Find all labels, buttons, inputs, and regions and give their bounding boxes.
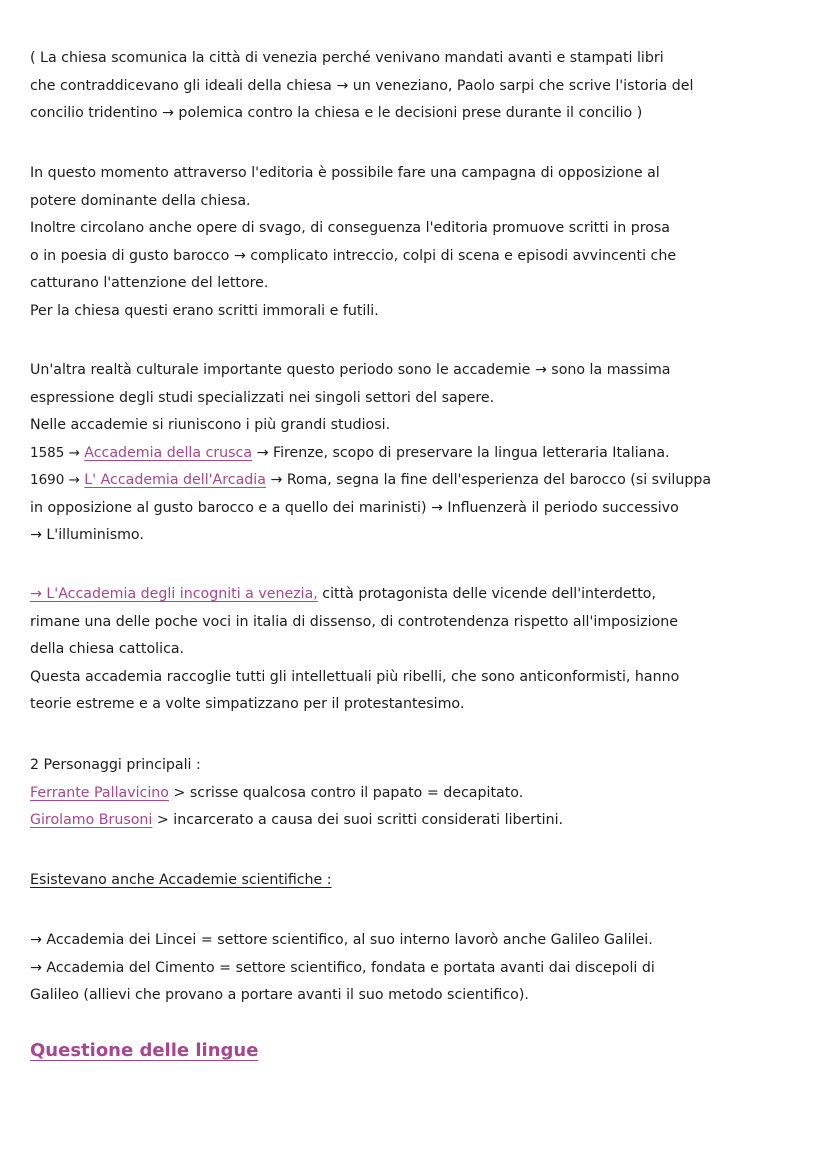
paragraph-interdetto bbox=[30, 45, 805, 128]
text-line: concilio tridentino → polemica contro la chiesa e le decisioni prese durante il concilio ) bbox=[30, 105, 643, 121]
paragraph-personaggi bbox=[30, 752, 805, 835]
text-line bbox=[30, 780, 805, 808]
text-line: o in poesia di gusto barocco → complicato intreccio, colpi di scena e episodi avvincenti che bbox=[30, 247, 677, 264]
link-accademia-incogniti[interactable]: → L'Accademia degli incogniti a venezia, bbox=[30, 586, 318, 602]
paragraph-accademie bbox=[30, 357, 805, 550]
text-line: 2 Personaggi principali : bbox=[30, 757, 201, 773]
text-line: Nelle accademie si riuniscono i più grandi studiosi. bbox=[30, 417, 391, 433]
text-fragment: > scrisse qualcosa contro il papato = decapitato. bbox=[168, 784, 524, 801]
text-line: In questo momento attraverso l'editoria è possibile fare una campagna di opposizione al bbox=[30, 165, 660, 181]
link-accademia-crusca[interactable]: Accademia della crusca bbox=[84, 444, 253, 461]
text-line: → L'illuminismo. bbox=[30, 527, 144, 543]
paragraph-incogniti bbox=[30, 581, 805, 719]
section-heading: Questione delle lingue bbox=[30, 1040, 259, 1061]
link-girolamo-brusoni[interactable]: Girolamo Brusoni bbox=[30, 812, 153, 828]
text-line bbox=[30, 467, 805, 495]
text-line: della chiesa cattolica. bbox=[30, 641, 185, 657]
paragraph-accademie-scientifiche bbox=[30, 867, 805, 895]
paragraph-lincei-cimento bbox=[30, 927, 805, 1010]
text-fragment: → Roma, segna la fine dell'esperienza del barocco (si sviluppa bbox=[265, 472, 712, 488]
text-line: ( La chiesa scomunica la città di venezia perché venivano mandati avanti e stampati libri bbox=[30, 50, 664, 66]
text-line: teorie estreme e a volte simpatizzano per il protestantesimo. bbox=[30, 696, 465, 712]
link-ferrante-pallavicino[interactable]: Ferrante Pallavicino bbox=[30, 784, 169, 801]
text-line: → Accademia dei Lincei = settore scientifico, al suo interno lavorò anche Galileo Galilei. bbox=[30, 932, 653, 948]
link-accademia-arcadia[interactable]: L' Accademia dell'Arcadia bbox=[84, 472, 266, 488]
text-line bbox=[30, 807, 805, 835]
text-line bbox=[30, 440, 805, 468]
text-line: potere dominante della chiesa. bbox=[30, 192, 251, 209]
year-label: 1690 → bbox=[30, 472, 85, 488]
text-line: Un'altra realtà culturale importante questo periodo sono le accademie → sono la massima bbox=[30, 362, 671, 378]
year-label: 1585 → bbox=[30, 444, 85, 461]
text-line: catturano l'attenzione del lettore. bbox=[30, 275, 269, 291]
text-line bbox=[30, 581, 805, 609]
text-fragment: → Firenze, scopo di preservare la lingua letteraria Italiana. bbox=[252, 444, 670, 461]
text-line: Inoltre circolano anche opere di svago, di conseguenza l'editoria promuove scritti in prosa bbox=[30, 220, 670, 236]
text-line: che contraddicevano gli ideali della chiesa → un veneziano, Paolo sarpi che scrive l'istoria del bbox=[30, 77, 694, 94]
text-line: rimane una delle poche voci in italia di dissenso, di controtendenza rispetto all'imposizione bbox=[30, 613, 678, 630]
text-line: Questa accademia raccoglie tutti gli intellettuali più ribelli, che sono anticonformisti, hanno bbox=[30, 668, 680, 685]
text-line: Galileo (allievi che provano a portare avanti il suo metodo scientifico). bbox=[30, 987, 529, 1003]
subheading: Esistevano anche Accademie scientifiche : bbox=[30, 872, 332, 888]
text-line: espressione degli studi specializzati nei singoli settori del sapere. bbox=[30, 389, 495, 406]
text-line: in opposizione al gusto barocco e a quello dei marinisti) → Influenzerà il periodo successivo bbox=[30, 499, 679, 516]
text-line: Per la chiesa questi erano scritti immorali e futili. bbox=[30, 302, 379, 319]
paragraph-editoria bbox=[30, 160, 805, 325]
text-fragment: > incarcerato a causa dei suoi scritti considerati libertini. bbox=[152, 812, 564, 828]
text-line: → Accademia del Cimento = settore scientifico, fondata e portata avanti dai discepoli di bbox=[30, 959, 655, 976]
text-fragment: città protagonista delle vicende dell'interdetto, bbox=[317, 586, 656, 602]
